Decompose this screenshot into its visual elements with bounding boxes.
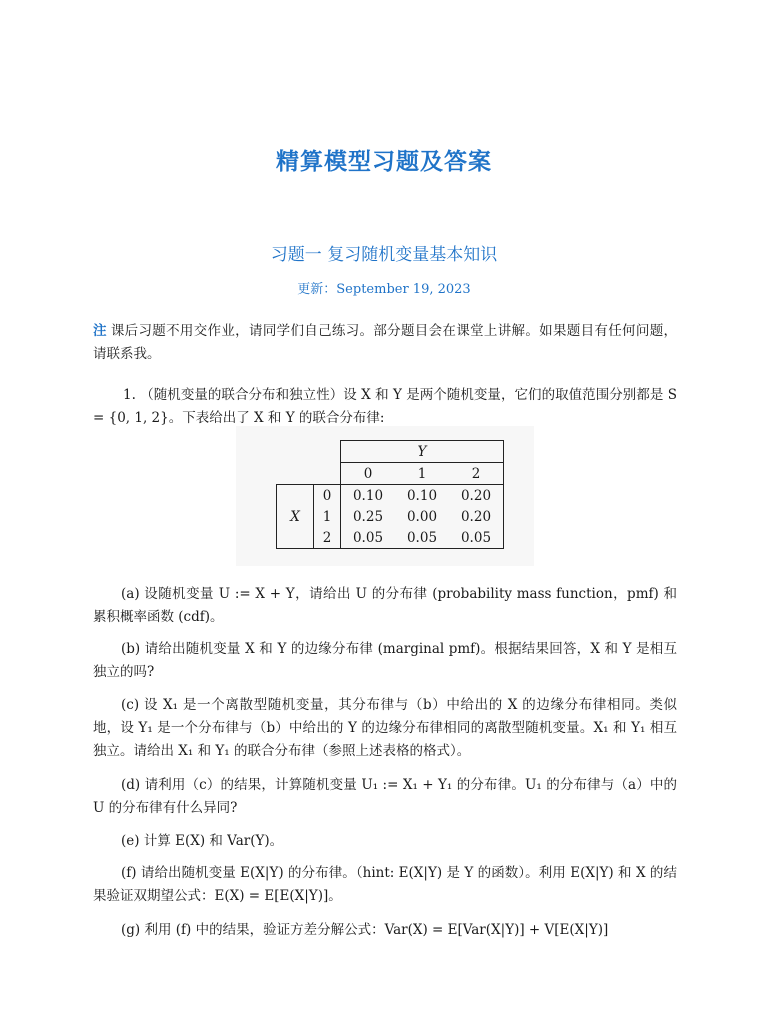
part-b: (b) 请给出随机变量 X 和 Y 的边缘分布律 (marginal pmf)。根据结果回答，X 和 Y 是相互独立的吗? bbox=[93, 641, 677, 680]
note-label: 注 bbox=[93, 323, 107, 339]
table-col-header: 1 bbox=[395, 463, 449, 485]
table-cell: 0.05 bbox=[341, 527, 396, 549]
document-title: 精算模型习题及答案 bbox=[276, 149, 492, 175]
table-row-header: 0 bbox=[314, 485, 341, 507]
part-f: (f) 请给出随机变量 E(X|Y) 的分布律。（hint: E(X|Y) 是 Y 的函数）。利用 E(X|Y) 和 X 的结果验证双期望公式：E(X) = E[E(X|Y)]。 bbox=[93, 865, 677, 904]
table-row-variable: X bbox=[277, 485, 314, 549]
table-col-variable: Y bbox=[341, 441, 504, 463]
table-row-header: 1 bbox=[314, 506, 341, 527]
table-cell: 0.25 bbox=[341, 506, 396, 527]
table-cell: 0.10 bbox=[406, 487, 438, 504]
table-cell: 0.10 bbox=[341, 485, 396, 507]
table-cell: 0.05 bbox=[449, 527, 504, 549]
table-cell: 0.05 bbox=[395, 527, 449, 549]
table-cell: 0.20 bbox=[449, 485, 504, 507]
note-text: 课后习题不用交作业，请同学们自己练习。部分题目会在课堂上讲解。如果题目有任何问题，请联系我。 bbox=[93, 323, 678, 362]
table-cell: 0.20 bbox=[449, 506, 504, 527]
update-date: 更新：September 19, 2023 bbox=[297, 282, 471, 297]
part-a: (a) 设随机变量 U := X + Y，请给出 U 的分布律 (probability mass function，pmf) 和累积概率函数 (cdf)。 bbox=[93, 586, 677, 625]
part-e: (e) 计算 E(X) 和 Var(Y)。 bbox=[121, 833, 284, 849]
part-c: (c) 设 X₁ 是一个离散型随机变量，其分布律与（b）中给出的 X 的边缘分布律相同。类似地，设 Y₁ 是一个分布律与（b）中给出的 Y 的边缘分布律相同的离散型随机变量。X₁ 和 Y₁ 相互独立。请给出 X₁ 和 Y₁ 的联合分布律（参照上述表格的格式）。 bbox=[93, 697, 677, 759]
table-col-header: 2 bbox=[449, 463, 504, 485]
joint-distribution-table bbox=[276, 440, 504, 549]
joint-distribution-table-container bbox=[236, 426, 534, 566]
note-paragraph bbox=[93, 320, 677, 366]
table-cell: 0.00 bbox=[406, 508, 438, 525]
table-row-header: 2 bbox=[314, 527, 341, 549]
part-d: (d) 请利用（c）的结果，计算随机变量 U₁ := X₁ + Y₁ 的分布律。U₁ 的分布律与（a）中的 U 的分布律有什么异同? bbox=[93, 777, 677, 816]
problem-1-intro: 1. （随机变量的联合分布和独立性）设 X 和 Y 是两个随机变量，它们的取值范围分别都是 S = {0, 1, 2}。下表给出了 X 和 Y 的联合分布律: bbox=[93, 387, 677, 426]
part-g: (g) 利用 (f) 中的结果，验证方差分解公式：Var(X) = E[Var(X|Y)] + V[E(X|Y)] bbox=[121, 922, 609, 938]
section-heading: 习题一 复习随机变量基本知识 bbox=[270, 245, 498, 265]
table-col-header: 0 bbox=[341, 463, 396, 485]
